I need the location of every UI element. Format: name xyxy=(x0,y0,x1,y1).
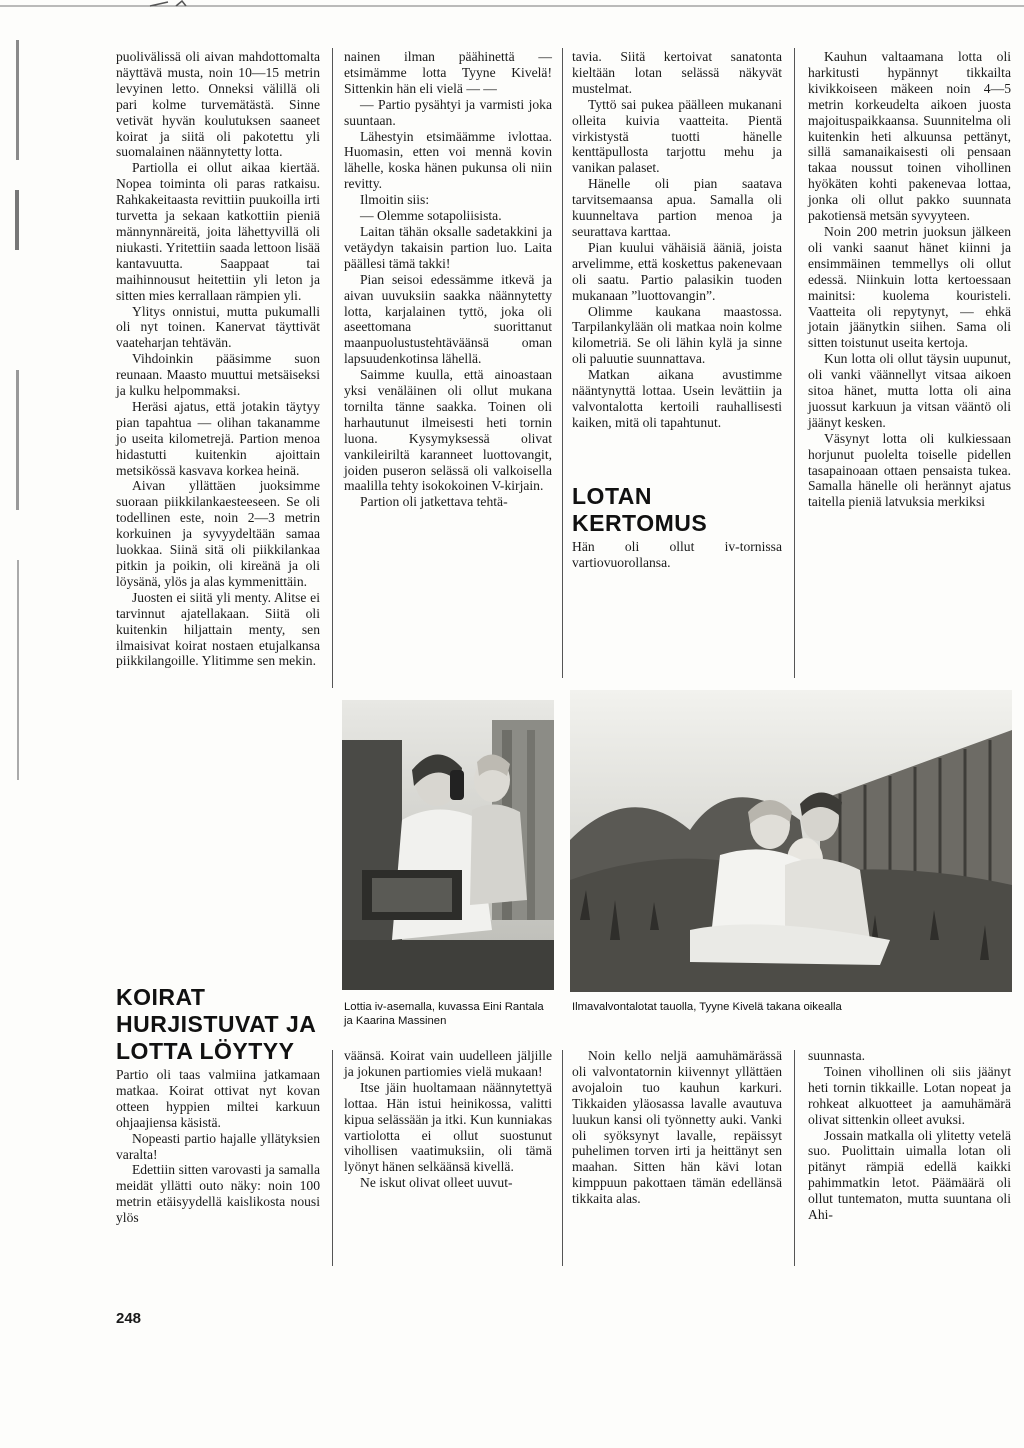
quote: — Olemme sotapoliisista. xyxy=(360,208,502,224)
paragraph: tavia. Siitä kertoivat sanatonta kieltään lotan selässä näkyvät mustelmat. xyxy=(572,49,782,96)
paragraph: Pian kuului vähäisiä ääniä, joista arvelimme, että koskettus pakenevaan oli saatu. Partio palasikin tuoden mukanaan ”luottovangin”. xyxy=(572,239,782,303)
paragraph: Heräsi ajatus, että jotakin täytyy pian tapahtua — olihan takanamme jo useita kilometrejä. Partion menoa hidastutti kuitenkin ajoittain metsikössä kasvava korkea heinä. xyxy=(116,398,320,478)
paragraph: suunnasta. xyxy=(808,1048,866,1063)
paragraph: Nopeasti partio hajalle yllätyksien varalta! xyxy=(116,1130,320,1162)
paragraph: Toinen vihollinen oli siis jäänyt heti tornin tikkaille. Lotan nopeat ja rohkeat alkuotteet ja aamuhämärä olivat sittenkin olleet avuksi. xyxy=(808,1063,1011,1127)
article-column-3 xyxy=(572,49,782,571)
column-divider xyxy=(562,48,563,678)
column-divider xyxy=(562,1050,563,1266)
paragraph: Pian seisoi edessämme itkevä ja aivan uuvuksiin saakka näännytetty lotta, karjalainen tyttö, joka oli aseettomana suorittanut maanpuolustustehtäväänsä oman lapsuudenkotinsa lähellä. xyxy=(344,271,552,367)
paragraph: Ylitys onnistui, mutta pukumalli oli nyt toinen. Kanervat täyttivät vaateharjan tehtävän. xyxy=(116,303,320,351)
article-column-3-lower xyxy=(572,1048,782,1207)
paragraph: — Partio pysähtyi ja varmisti joka suuntaan. xyxy=(344,96,552,128)
section-headline: KOIRAT HURJISTUVAT JA LOTTA LÖYTYY xyxy=(116,984,316,1064)
article-column-4-lower xyxy=(808,1048,1011,1223)
paragraph: Noin 200 metrin juoksun jälkeen oli vanki saanut hänet kiinni ja ensimmäinen temmellys oli ollut edessä. Niinkuin lotta kertoessaan mainitsi: kuolema kouristeli. Vaatteita oli repytynyt, — ehkä jotain jäänytkin siihen. Sama oli sitten toistunut useita kertoja. xyxy=(808,223,1011,351)
article-column-1-lower xyxy=(116,984,320,1226)
paragraph: Partion oli jatkettava tehtä- xyxy=(360,494,508,510)
paragraph: Partio oli taas valmiina jatkamaan matkaa. Koirat ottivat nyt kovan otteen hyppien miltei karkuun ohjaajiensa käsistä. xyxy=(116,1067,320,1130)
paragraph: Noin kello neljä aamuhämärässä oli valvontatornin kiivennyt yllättäen avojaloin tuo kauhun karkuri. Tikkaiden yläosassa lavalle avautuva luukun kansi oli työnnetty auki. Vanki oli syöksynyt lavalle, repäissyt puhelimen torven irti ja heittänyt sen maahan. Sitten hän kävi lotan kimppuun pakottaen tämän edellänsä tikkaita alas. xyxy=(572,1048,782,1207)
paragraph: Ilmoitin siis: xyxy=(360,192,430,208)
paragraph: Väsynyt lotta oli kulkiessaan horjunut puolelta toiselle pidellen tasapainoaan ottaen pensaista tukea. Samalla hänelle oli herännyt ajatus taitella pieniä latvuksia merkiksi xyxy=(808,430,1011,510)
paragraph: Olimme kaukana maastossa. Tarpilankylään oli matkaa noin kolme kilometriä. Se oli lähin kylä ja sinne oli paluutie suunnattava. xyxy=(572,303,782,367)
paragraph: Laitan tähän oksalle sadetakkini ja vetäydyn takaisin partion luo. Laita päällesi tämä takki! xyxy=(344,223,552,271)
paragraph: Jossain matkalla oli ylitetty vetelä suo. Puolittain uimalla lotan oli pitänyt rämpiä edellä kaikki pahimmatkin letot. Päämäärä oli ollut tuntematon, mutta suuntana oli Ahi- xyxy=(808,1127,1011,1223)
page-number: 248 xyxy=(116,1310,142,1327)
article-column-4 xyxy=(808,49,1011,510)
article-column-2 xyxy=(344,49,552,510)
paragraph: Edettiin sitten varovasti ja samalla meidät yllätti outo näky: noin 100 metrin etäisyydellä kaislikosta nousi ylös xyxy=(116,1162,320,1226)
column-divider xyxy=(794,48,795,678)
paragraph: Kauhun valtaamana lotta oli harkitusti hypännyt tikkailta kivikkoiseen mäkeen noin 4—5 metrin korkeudelta aikoen juosta majoituspaikkaansa. Suunnitelma oli kuitenkin heti alkuunsa pettänyt, sillä samanaikaisesti oli pensaan takaa noussut toinen vihollinen hyökäten kohti pakenevaa lottaa, jonka oli ollut pakko suunnata pakotiensä metsän syvyyteen. xyxy=(808,49,1011,224)
photo-lottas-resting xyxy=(570,690,1012,992)
paragraph: Saimme kuulla, että ainoastaan yksi venäläinen oli ollut mukana tornilta tänne saakka. Toinen oli harhautunut ilmeisesti heti tornin luona. Kysymyksessä olivat vankileiriltä karanneet luottovangit, joiden puseron selässä oli valkoisella maalilla tehty isokokoinen V-kirjain. xyxy=(344,367,552,494)
photo-image xyxy=(342,700,554,990)
column-divider xyxy=(794,1050,795,1266)
scan-top-edge xyxy=(0,0,1024,16)
scan-margin-mark xyxy=(14,40,24,780)
paragraph: nainen ilman päähinettä — etsimämme lotta Tyyne Kivelä! Sittenkin hän eli vielä — — xyxy=(344,49,552,96)
paragraph: Tyttö sai pukea päälleen mukanani olleita kuivia vaatteita. Pientä virkistystä tuotti hänelle kenttäpullosta tarjottu mehu ja vanikan palaset. xyxy=(572,96,782,176)
paragraph: Vihdoinkin pääsimme suon reunaan. Maasto muuttui metsäiseksi ja kulku helpommaksi. xyxy=(116,351,320,399)
photo-image xyxy=(570,690,1012,992)
paragraph: Aivan yllättäen juoksimme suoraan piikkilankaesteeseen. Se oli todellinen este, noin 2—3 metrin korkuinen ja syvyydeltään samaa luokkaa. Siinä sitä oli piikkilankaa pitkin ja poikin, oli kireänä ja oli löysänä, ylös ja alas kymmenittäin. xyxy=(116,478,320,589)
column-divider xyxy=(332,48,333,688)
paragraph: Ne iskut olivat olleet uuvut- xyxy=(360,1175,513,1191)
article-column-2-lower xyxy=(344,1048,552,1191)
section-headline: LOTAN KERTOMUS xyxy=(572,482,708,536)
paragraph: Hänelle oli pian saatava tarvitsemaansa apua. Samalla oli kuunneltava partion menoa ja seurattava karttaa. xyxy=(572,176,782,239)
paragraph: Matkan aikana avustimme nääntynyttä lottaa. Usein levättiin ja valvontalotta kertoili rauhallisesti kaiken, mitä oli tapahtunut. xyxy=(572,367,782,430)
paragraph: Juosten ei siitä yli menty. Alitse ei tarvinnut ajatellakaan. Siitä oli kuitenkin hiljattain menty, sen ilmaisivat koirat nostaen etujalkansa piikkilangoille. Ylitimme sen mekin. xyxy=(116,589,320,669)
photo-lotta-telephone xyxy=(342,700,554,990)
paragraph: väänsä. Koirat vain uudelleen jäljille ja jokunen partiomies vielä mukaan! xyxy=(344,1048,552,1079)
paragraph: puolivälissä oli aivan mahdottomalta näyttävä musta, noin 10—15 metrin levyinen letto. Onneksi välillä oli pari kolme turvemätästä. Sinne vetivät hyvän koulutuksen saaneet koirat ja siitä oli pakotettu yli suomalainen näännytetty lotta. xyxy=(116,49,320,160)
article-column-1 xyxy=(116,49,320,669)
paragraph: Lähestyin etsimäämme ivlottaa. Huomasin, etten voi mennä kovin lähelle, koska hänen pukunsa oli niin revitty. xyxy=(344,128,552,192)
paragraph: Itse jäin huoltamaan näännytettyä lottaa. Hän istui heinikossa, valitti kipua selässään ja itki. Kun kunniakas vartiolotta ei ollut suostunut vihollisen vaatimuksiin, oli tämä lyönyt hänen selkäänsä kivellä. xyxy=(344,1079,552,1175)
photo-caption: Ilmavalvontalotat tauolla, Tyyne Kivelä takana oikealla xyxy=(572,1001,842,1013)
intro-text: Hän oli ollut iv-tornissa vartiovuorollansa. xyxy=(572,538,782,570)
column-divider xyxy=(332,1050,333,1266)
paragraph: Partiolla ei ollut aikaa kiertää. Nopea toiminta oli paras ratkaisu. Rahkakeitaasta revittiin puukoilla irti turvetta ja sekaan katkottiin pieniä männynnäreitä, joita lähettyvillä oli niukasti. Yritettiin saada lettoon lisää kantavuutta. Saappaat tai maihinnousut heitettiin yli leton ja sitten mies kerrallaan rämpien yli. xyxy=(116,160,320,303)
paragraph: Kun lotta oli ollut täysin uupunut, oli vanki väännellyt vitsaa aikoen sitoa hänet, mutta lotta oli aina juossut karkuun ja vitsan vääntö oli jäänyt kesken. xyxy=(808,351,1011,430)
photo-caption: Lottia iv-asemalla, kuvassa Eini Rantala ja Kaarina Massinen xyxy=(344,1001,544,1027)
